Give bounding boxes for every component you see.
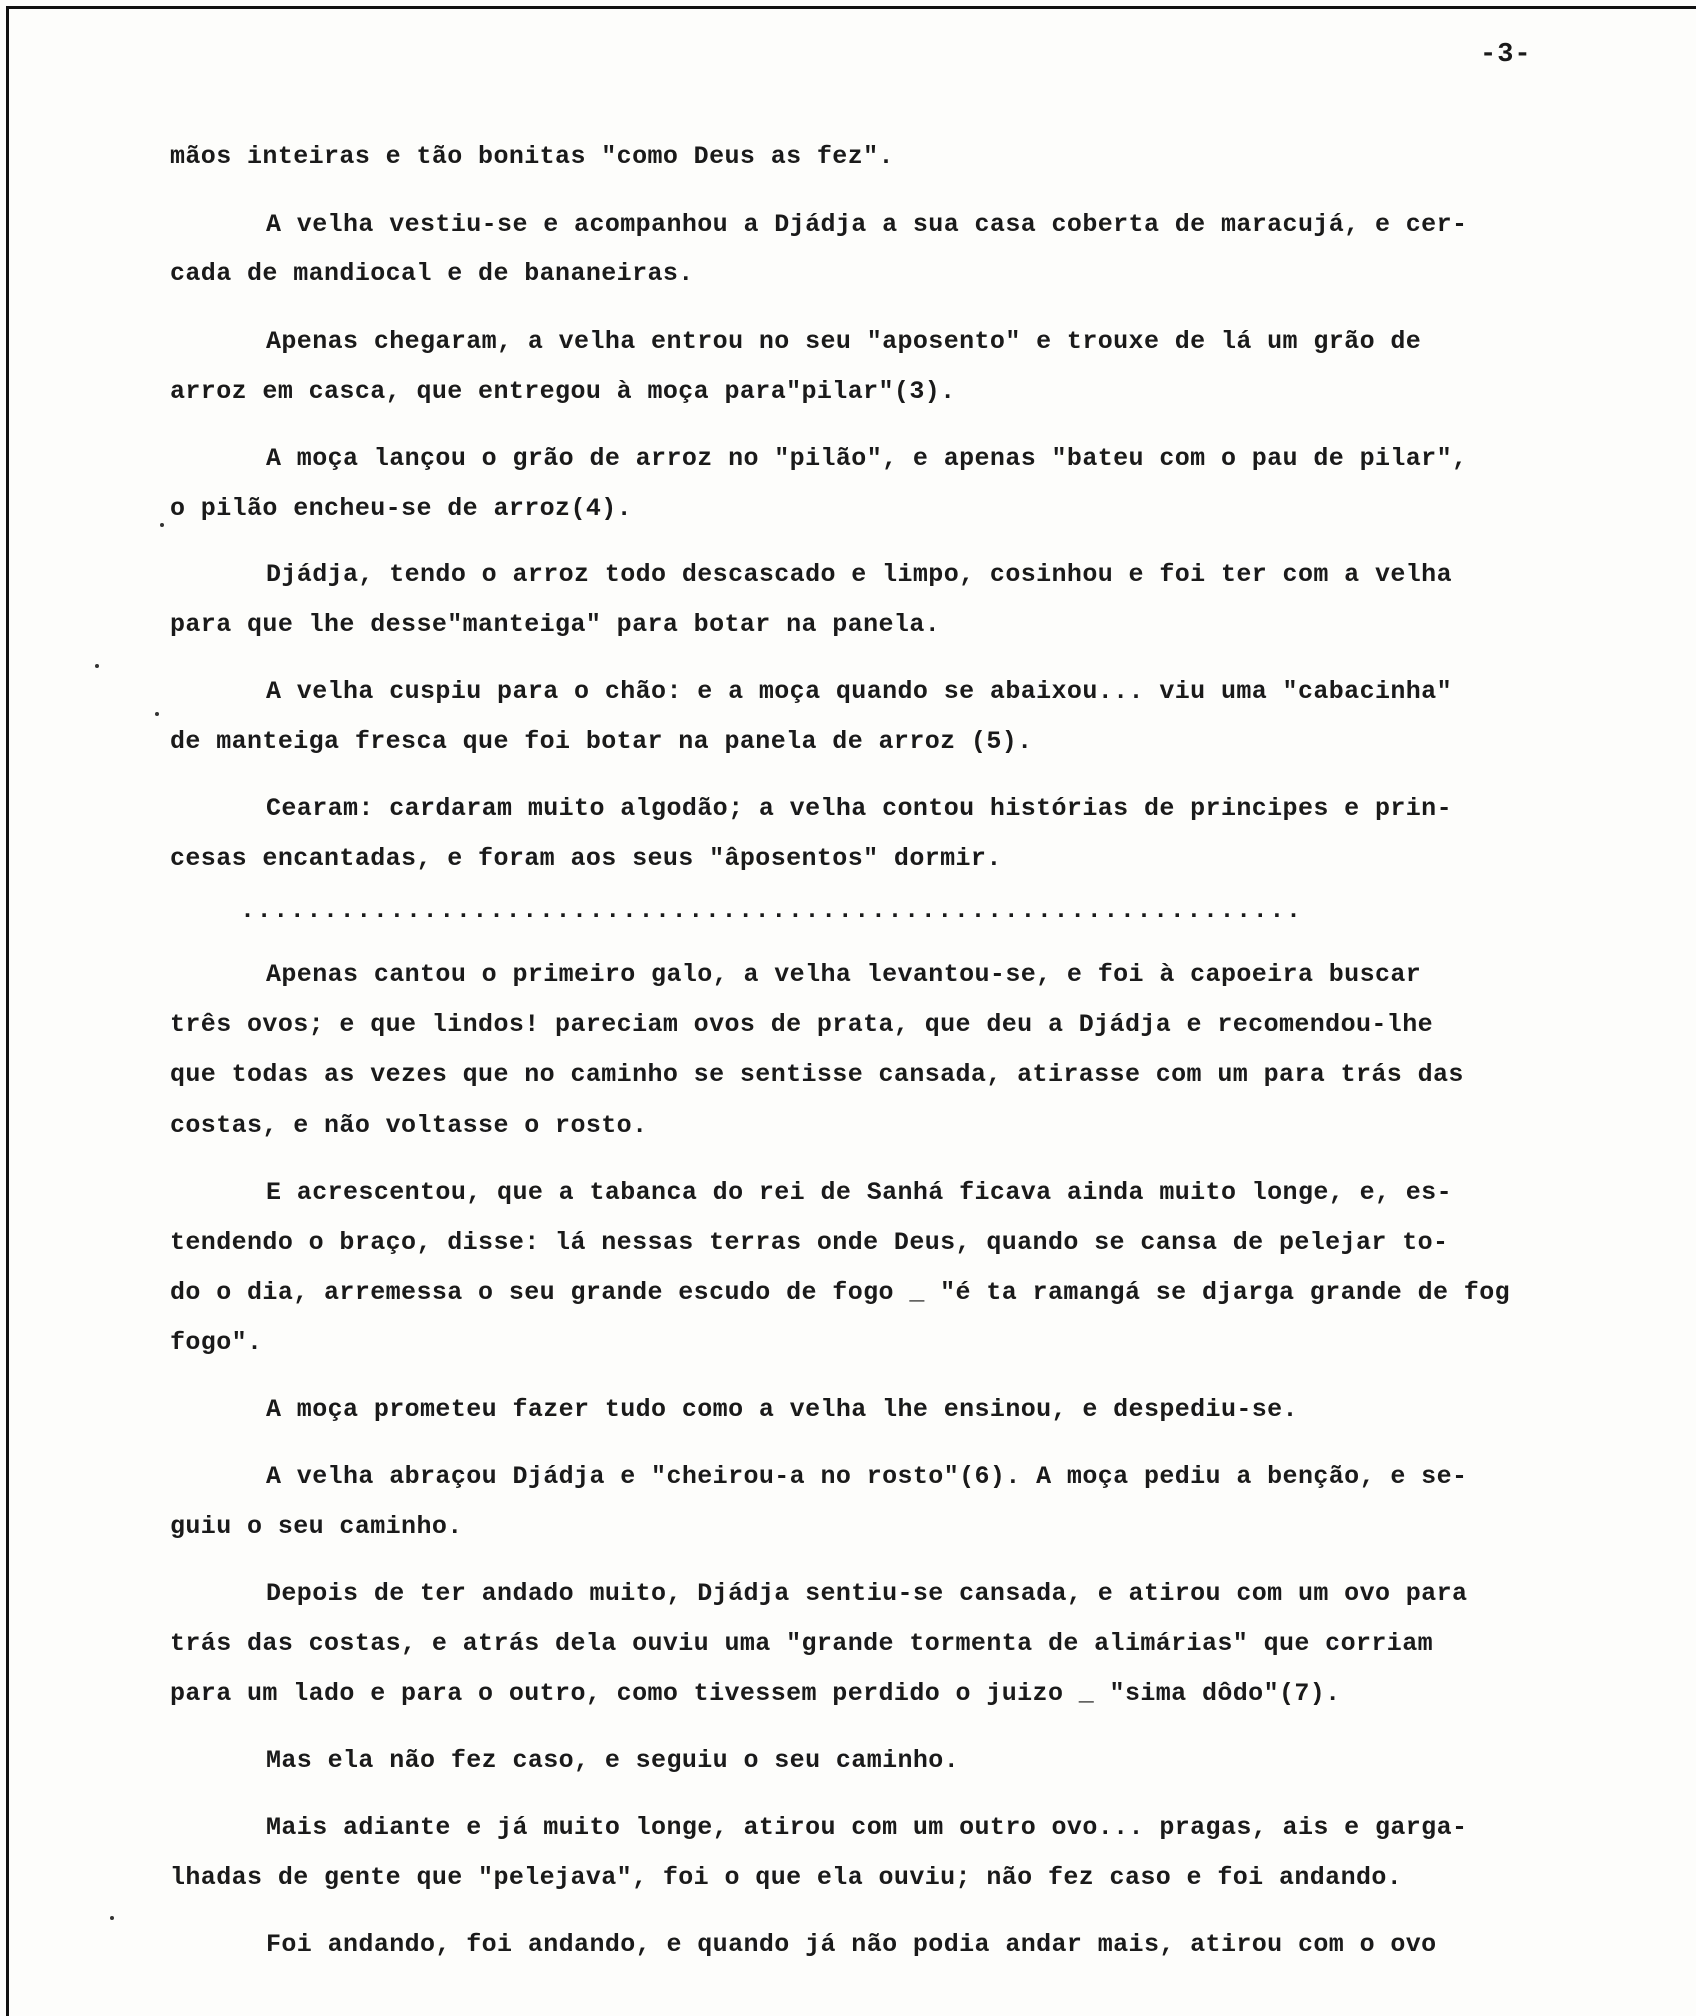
page-left-edge bbox=[6, 6, 9, 2016]
text-line: Depois de ter andado muito, Djádja sentiu-se cansada, e atirou com um ovo para bbox=[266, 1579, 1468, 1608]
text-line: para um lado e para o outro, como tivessem perdido o juizo _ "sima dôdo"(7). bbox=[170, 1679, 1341, 1708]
scan-speck bbox=[160, 523, 164, 527]
text-line: Apenas chegaram, a velha entrou no seu "aposento" e trouxe de lá um grão de bbox=[266, 327, 1422, 356]
text-line: trás das costas, e atrás dela ouviu uma "grande tormenta de alimárias" que corriam bbox=[170, 1629, 1433, 1658]
text-line: A moça prometeu fazer tudo como a velha lhe ensinou, e despediu-se. bbox=[266, 1395, 1298, 1424]
text-line: que todas as vezes que no caminho se sentisse cansada, atirasse com um para trás das bbox=[170, 1060, 1464, 1089]
scan-speck bbox=[95, 664, 99, 668]
scan-speck bbox=[155, 712, 159, 716]
text-line: E acrescentou, que a tabanca do rei de Sanhá ficava ainda muito longe, e, es- bbox=[266, 1178, 1452, 1207]
text-line: A velha abraçou Djádja e "cheirou-a no rosto"(6). A moça pediu a benção, e se- bbox=[266, 1462, 1468, 1491]
text-line: três ovos; e que lindos! pareciam ovos de prata, que deu a Djádja e recomendou-lhe bbox=[170, 1010, 1433, 1039]
text-line: guiu o seu caminho. bbox=[170, 1512, 463, 1541]
page-top-edge bbox=[6, 6, 1696, 9]
text-line: lhadas de gente que "pelejava", foi o que ela ouviu; não fez caso e foi andando. bbox=[170, 1863, 1403, 1892]
text-line: o pilão encheu-se de arroz(4). bbox=[170, 494, 633, 523]
text-line: Mais adiante e já muito longe, atirou com um outro ovo... pragas, ais e garga- bbox=[266, 1813, 1468, 1842]
text-line: Djádja, tendo o arroz todo descascado e limpo, cosinhou e foi ter com a velha bbox=[266, 560, 1452, 589]
text-line: Cearam: cardaram muito algodão; a velha contou histórias de principes e prin- bbox=[266, 794, 1452, 823]
text-line: costas, e não voltasse o rosto. bbox=[170, 1111, 648, 1140]
text-line: arroz em casca, que entregou à moça para"pilar"(3). bbox=[170, 377, 956, 406]
text-line: A moça lançou o grão de arroz no "pilão", e apenas "bateu com o pau de pilar", bbox=[266, 444, 1468, 473]
text-line: tendendo o braço, disse: lá nessas terras onde Deus, quando se cansa de pelejar to- bbox=[170, 1228, 1449, 1257]
text-line: do o dia, arremessa o seu grande escudo de fogo _ "é ta ramangá se djarga grande de fog bbox=[170, 1278, 1511, 1307]
text-line: de manteiga fresca que foi botar na panela de arroz (5). bbox=[170, 727, 1033, 756]
text-line: Apenas cantou o primeiro galo, a velha levantou-se, e foi à capoeira buscar bbox=[266, 960, 1422, 989]
text-line: mãos inteiras e tão bonitas "como Deus as fez". bbox=[170, 142, 894, 171]
scan-speck bbox=[110, 1916, 114, 1920]
text-line: para que lhe desse"manteiga" para botar na panela. bbox=[170, 610, 941, 639]
text-line: Foi andando, foi andando, e quando já não podia andar mais, atirou com o ovo bbox=[266, 1930, 1437, 1959]
section-separator: ................................................................ bbox=[240, 896, 1303, 925]
text-line: cesas encantadas, e foram aos seus "âposentos" dormir. bbox=[170, 844, 1002, 873]
text-line: A velha cuspiu para o chão: e a moça quando se abaixou... viu uma "cabacinha" bbox=[266, 677, 1452, 706]
text-line: cada de mandiocal e de bananeiras. bbox=[170, 259, 694, 288]
text-line: A velha vestiu-se e acompanhou a Djádja a sua casa coberta de maracujá, e cer- bbox=[266, 210, 1468, 239]
page-number: -3- bbox=[1480, 40, 1532, 70]
text-line: fogo". bbox=[170, 1328, 263, 1357]
text-line: Mas ela não fez caso, e seguiu o seu caminho. bbox=[266, 1746, 960, 1775]
